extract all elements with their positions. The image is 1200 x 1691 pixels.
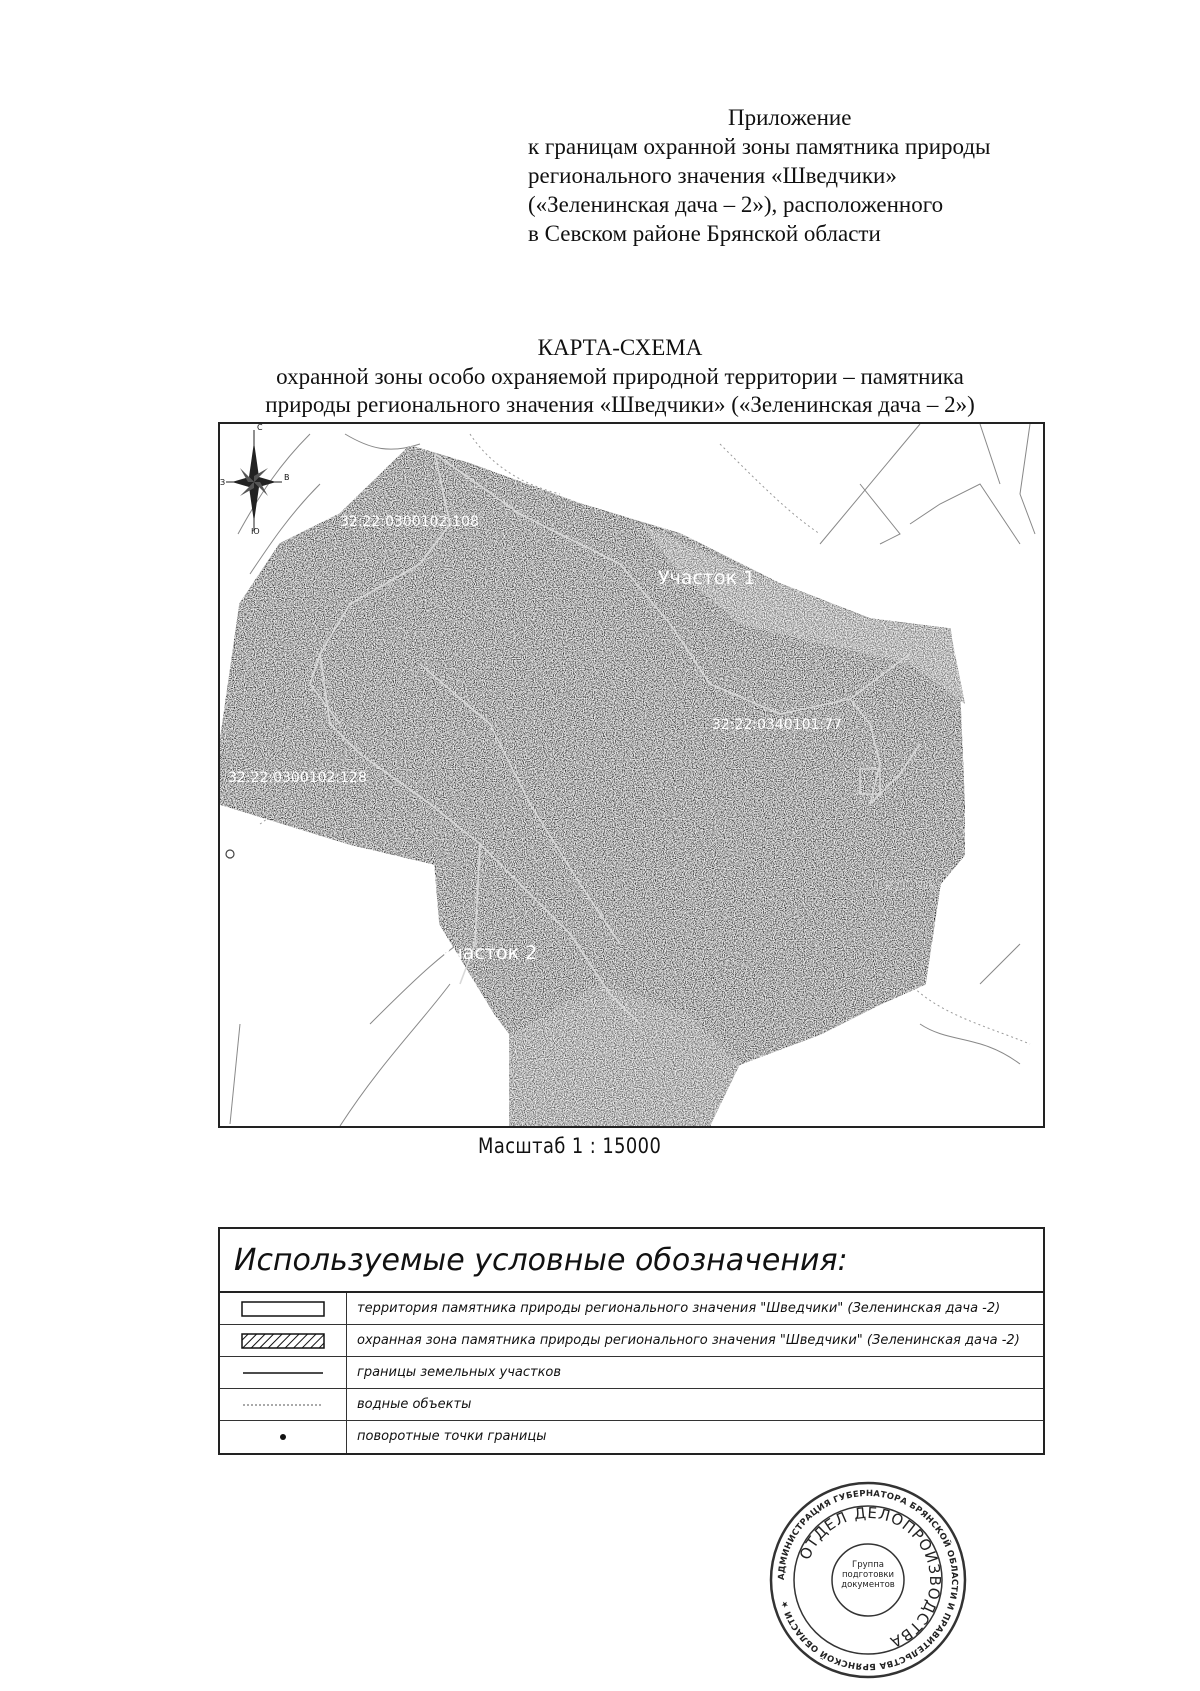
parcel-label-108: 32:22:0300102:108 — [340, 514, 479, 530]
appendix-line: («Зеленинская дача – 2»), расположенного — [528, 192, 944, 217]
parcel-label-128: 32:22:0300102:128 — [228, 770, 367, 786]
legend-symbol — [220, 1357, 347, 1388]
stamp-seal — [768, 1480, 968, 1680]
appendix-line: Приложение — [728, 105, 852, 130]
stamp-middle-text: ОТДЕЛ ДЕЛОПРОИЗВОДСТВА — [795, 1503, 945, 1652]
stamp-inner-text: Группа подготовки документов — [841, 1560, 895, 1590]
point-marker — [226, 850, 234, 858]
compass-icon — [220, 424, 290, 536]
legend-text: территория памятника природы регионального значения "Шведчики" (Зеленинская дача -2) — [357, 1301, 1001, 1316]
compass-north: С — [257, 424, 263, 432]
stamp-outer-text: АДМИНИСТРАЦИЯ ГУБЕРНАТОРА БРЯНСКОЙ ОБЛАСТИ И ПРАВИТЕЛЬСТВА БРЯНСКОЙ ОБЛАСТИ ★ — [776, 1488, 960, 1672]
legend-symbol — [220, 1293, 347, 1324]
legend-symbol — [220, 1389, 347, 1420]
map-subtitle-line-1: охранной зоны особо охраняемой природной территории – памятника — [276, 364, 964, 389]
place-label: Трехложье — [870, 878, 934, 891]
dot-icon — [241, 1428, 325, 1446]
parcel-label-77: 32:22:0340101:77 — [712, 717, 842, 733]
appendix-line: к границам охранной зоны памятника природы — [528, 134, 991, 159]
legend-row — [220, 1421, 1043, 1453]
legend-title: Используемые условные обозначения: — [220, 1229, 1043, 1293]
rectangle-outline-icon — [241, 1300, 325, 1318]
legend-text: поворотные точки границы — [357, 1429, 547, 1444]
map-canvas — [220, 424, 1043, 1126]
legend-row — [220, 1389, 1043, 1421]
appendix-line: регионального значения «Шведчики» — [528, 163, 897, 188]
area-label-2: Участок 2 — [440, 942, 538, 964]
solid-line-icon — [241, 1364, 325, 1382]
area-label-1: Участок 1 — [658, 567, 756, 589]
appendix-heading — [528, 103, 1088, 248]
compass-east: В — [284, 473, 290, 482]
seal-icon — [768, 1480, 968, 1680]
appendix-line: в Севском районе Брянской области — [528, 221, 881, 246]
compass-south: Ю — [251, 527, 260, 536]
compass-west: З — [220, 478, 226, 487]
legend-row — [220, 1325, 1043, 1357]
map-subtitle-line-2: природы регионального значения «Шведчики» («Зеленинская дача – 2») — [265, 392, 975, 417]
legend — [218, 1227, 1045, 1455]
legend-row — [220, 1357, 1043, 1389]
hatched-rectangle-icon — [241, 1332, 325, 1350]
map-title: КАРТА-СХЕМА — [537, 335, 703, 360]
legend-symbol — [220, 1325, 347, 1356]
legend-text: охранная зона памятника природы регионального значения "Шведчики" (Зеленинская дача -2) — [357, 1333, 1020, 1348]
map-scale: Масштаб 1 : 15000 — [478, 1134, 662, 1158]
dotted-line-icon — [241, 1396, 325, 1414]
map-scheme — [218, 422, 1045, 1128]
legend-symbol — [220, 1421, 347, 1453]
legend-text: границы земельных участков — [357, 1365, 562, 1380]
legend-row — [220, 1293, 1043, 1325]
legend-text: водные объекты — [357, 1397, 472, 1412]
